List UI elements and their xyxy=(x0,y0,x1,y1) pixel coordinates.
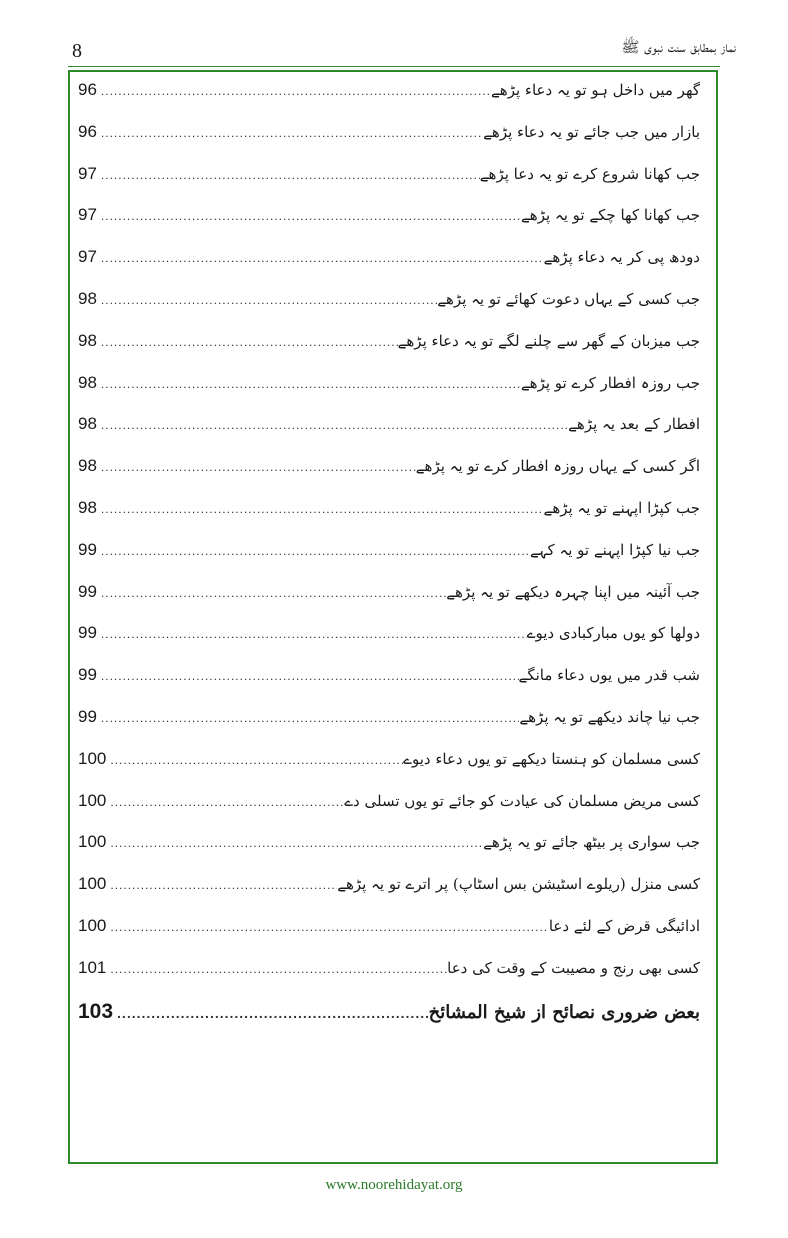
toc-leader-dots xyxy=(97,335,398,349)
toc-entry[interactable] xyxy=(78,540,700,582)
toc-title: اگر کسی کے یہاں روزہ افطار کرے تو یہ پڑھے xyxy=(415,457,700,476)
toc-leader-dots xyxy=(97,669,519,683)
toc-entry[interactable] xyxy=(78,247,700,289)
toc-page-number: 98 xyxy=(78,330,97,350)
toc-page-number: 99 xyxy=(78,581,97,601)
header-divider xyxy=(68,66,720,67)
toc-entry[interactable] xyxy=(78,916,700,958)
toc-leader-dots xyxy=(97,168,480,182)
toc-page-number: 99 xyxy=(78,623,97,643)
toc-leader-dots xyxy=(97,502,544,516)
toc-entry[interactable] xyxy=(78,414,700,456)
toc-title: جب نیا کپڑا اپہنے تو یہ کہے xyxy=(529,540,700,559)
toc-page-number: 98 xyxy=(78,288,97,308)
toc-page-number: 97 xyxy=(78,205,97,225)
toc-leader-dots xyxy=(106,836,483,850)
toc-leader-dots xyxy=(97,627,527,641)
toc-entry[interactable] xyxy=(78,205,700,247)
toc-section-title: بعض ضروری نصائح از شیخ المشائخ xyxy=(428,1001,700,1023)
running-header-title: نماز بمطابق سنت نبوی ﷺ xyxy=(621,38,736,56)
toc-page-number: 99 xyxy=(78,665,97,685)
toc-entry[interactable] xyxy=(78,456,700,498)
toc-entry[interactable] xyxy=(78,665,700,707)
toc-leader-dots xyxy=(97,586,446,600)
toc-leader-dots xyxy=(97,544,530,558)
toc-page-number: 100 xyxy=(78,874,107,894)
toc-entry[interactable] xyxy=(78,791,700,833)
toc-title: دولھا کو یوں مبارکبادی دیوے xyxy=(526,624,700,643)
toc-leader-dots xyxy=(106,920,548,934)
toc-section-entry[interactable] xyxy=(78,1000,700,1046)
toc-title: جب کپڑا اپہنے تو یہ پڑھے xyxy=(543,498,700,517)
toc-entry[interactable] xyxy=(78,623,700,665)
toc-leader-dots xyxy=(106,795,344,809)
toc-entry[interactable] xyxy=(78,874,700,916)
page-number: 8 xyxy=(72,40,82,62)
toc-page-number: 98 xyxy=(78,372,97,392)
toc-leader-dots xyxy=(97,84,491,98)
toc-page-number: 98 xyxy=(78,414,97,434)
toc-entry[interactable] xyxy=(78,498,700,540)
toc-leader-dots xyxy=(106,962,447,976)
toc-page-number: 99 xyxy=(78,539,97,559)
toc-leader-dots xyxy=(97,251,544,265)
toc-entry[interactable] xyxy=(78,749,700,791)
toc-entry[interactable] xyxy=(78,164,700,206)
toc-leader-dots xyxy=(97,126,483,140)
toc-title: بازار میں جب جائے تو یہ دعاء پڑھے xyxy=(483,122,700,141)
toc-entry[interactable] xyxy=(78,80,700,122)
toc-leader-dots xyxy=(97,460,416,474)
toc-page-number: 99 xyxy=(78,706,97,726)
toc-leader-dots xyxy=(106,753,403,767)
toc-title: گھر میں داخل ہو تو یہ دعاء پڑھے xyxy=(491,81,700,99)
toc-leader-dots xyxy=(97,377,521,391)
toc-title: کسی مریض مسلمان کی عیادت کو جائے تو یوں تسلی دے xyxy=(344,791,700,810)
toc-entry[interactable] xyxy=(78,289,700,331)
toc-title: جب نیا چاند دیکھے تو یہ پڑھے xyxy=(519,707,700,726)
toc-title: کسی مسلمان کو ہنستا دیکھے تو یوں دعاء دیوے xyxy=(403,749,700,768)
toc-entry[interactable] xyxy=(78,832,700,874)
toc-page-number: 98 xyxy=(78,456,97,476)
toc-title: جب کھانا کھا چکے تو یہ پڑھے xyxy=(521,206,700,225)
table-of-contents xyxy=(78,80,700,1046)
toc-page-number: 100 xyxy=(78,748,107,768)
toc-leader-dots xyxy=(97,711,519,725)
toc-page-number: 96 xyxy=(78,80,97,99)
toc-page-number: 98 xyxy=(78,497,97,517)
toc-title: دودھ پی کر یہ دعاء پڑھے xyxy=(543,248,700,267)
toc-title: جب روزہ افطار کرے تو پڑھے xyxy=(520,373,700,392)
toc-leader-dots xyxy=(113,1005,429,1021)
toc-leader-dots xyxy=(106,878,337,892)
toc-title: جب سواری پر بیٹھ جائے تو یہ پڑھے xyxy=(483,833,700,852)
toc-title: جب کسی کے یہاں دعوت کھائے تو یہ پڑھے xyxy=(437,289,700,308)
toc-page-number: 103 xyxy=(78,999,114,1023)
toc-leader-dots xyxy=(97,209,521,223)
toc-leader-dots xyxy=(97,293,437,307)
toc-entry[interactable] xyxy=(78,122,700,164)
toc-title: جب آئینہ میں اپنا چہرہ دیکھے تو یہ پڑھے xyxy=(446,582,700,601)
toc-title: افطار کے بعد یہ پڑھے xyxy=(568,415,700,434)
toc-page-number: 100 xyxy=(78,915,107,935)
toc-entry[interactable] xyxy=(78,958,700,1000)
toc-page-number: 96 xyxy=(78,121,97,141)
toc-leader-dots xyxy=(97,418,568,432)
toc-title: کسی بھی رنج و مصیبت کے وقت کی دعا xyxy=(447,958,700,977)
toc-page-number: 100 xyxy=(78,790,107,810)
toc-page-number: 100 xyxy=(78,832,107,852)
toc-title: جب کھانا شروع کرے تو یہ دعا پڑھے xyxy=(479,164,700,183)
toc-title: ادائیگی قرض کے لئے دعا xyxy=(548,916,700,935)
toc-title: جب میزبان کے گھر سے چلنے لگے تو یہ دعاء پڑھے xyxy=(397,331,700,350)
toc-title: شب قدر میں یوں دعاء مانگے xyxy=(518,666,700,685)
toc-entry[interactable] xyxy=(78,707,700,749)
toc-page-number: 97 xyxy=(78,247,97,267)
footer-website-url[interactable]: www.noorehidayat.org xyxy=(325,1177,463,1193)
toc-page-number: 101 xyxy=(78,957,107,977)
toc-entry[interactable] xyxy=(78,582,700,624)
toc-entry[interactable] xyxy=(78,373,700,415)
toc-page-number: 97 xyxy=(78,163,97,183)
toc-title: کسی منزل (ریلوے اسٹیشن بس اسٹاپ) پر اترے تو یہ پڑھے xyxy=(337,875,700,894)
toc-entry[interactable] xyxy=(78,331,700,373)
